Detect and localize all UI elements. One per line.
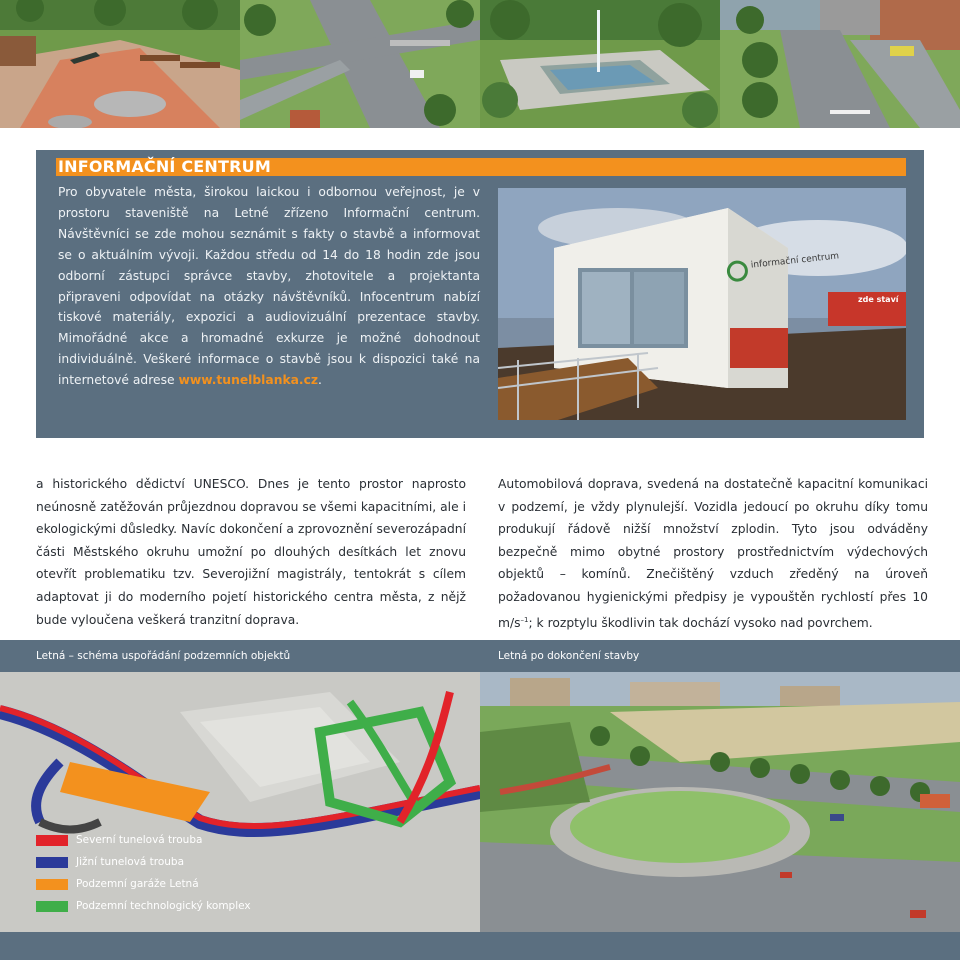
legend-label: Podzemní garáže Letná bbox=[76, 878, 199, 890]
caption-right: Letná po dokončení stavby bbox=[498, 650, 640, 662]
caption-bar-left bbox=[0, 640, 480, 672]
caption-bar-right bbox=[480, 640, 960, 672]
photo-sign-text: informační centrum bbox=[750, 251, 840, 271]
legend-swatch bbox=[36, 835, 68, 846]
info-title: INFORMAČNÍ CENTRUM bbox=[58, 157, 271, 176]
legend-swatch bbox=[36, 901, 68, 912]
info-center-panel bbox=[36, 150, 924, 438]
legend-label: Jižní tunelová trouba bbox=[76, 856, 185, 868]
text-column-right bbox=[498, 473, 928, 634]
bottom-bar bbox=[0, 932, 960, 960]
photo-street-tram bbox=[720, 0, 960, 128]
legend-label: Severní tunelová trouba bbox=[76, 834, 203, 846]
photo-sign2-text: zde staví bbox=[858, 295, 899, 304]
legend-swatch bbox=[36, 857, 68, 868]
photo-park-benches bbox=[0, 0, 240, 128]
text-column-left: a historického dědictví UNESCO. Dnes je tento prostor naprosto neúnosně zatěžován průjezdnou dopravou se všemi kapacitními, ale i ekologickými důsledky. Navíc dokončení a zprovoznění severozápadní části Městského okruhu umožní po dlouhých desítkách let znovu otevřít problematiku tzv. Severojižní magistrály, tentokrát s cílem adaptovat ji do moderního pojetí historického centra města, z nějž bude vyloučena veškerá tranzitní doprava. bbox=[36, 477, 466, 627]
right-text-sup: –1 bbox=[520, 615, 529, 624]
caption-left: Letná – schéma uspořádání podzemních objektů bbox=[36, 650, 291, 662]
right-text-b: ; k rozptylu škodlivin tak dochází vysoko nad povrchem. bbox=[528, 615, 873, 630]
info-title-bar bbox=[56, 158, 906, 176]
info-url-link[interactable]: www.tunelblanka.cz bbox=[178, 373, 319, 388]
top-photo-strip bbox=[0, 0, 960, 128]
underground-schema-map bbox=[0, 672, 480, 932]
legend-label: Podzemní technologický komplex bbox=[76, 900, 251, 912]
completed-construction-render bbox=[480, 672, 960, 932]
photo-roads-aerial bbox=[240, 0, 480, 128]
right-text-a: Automobilová doprava, svedená na dostatečně kapacitní komunikaci v podzemí, je vždy plynulejší. Vozidla jedoucí po okruhu díky tomu produkují řádově nižší množství zplodin. Tyto jsou odváděny bezpečně mimo obytné prostory prostřednictvím výdechových objektů – komínů. Znečištěný vzduch zředěný na úroveň požadovanou hygienickými předpisy je vypouštěn rychlostí přes 10 m/s bbox=[498, 477, 928, 630]
info-url-suffix: . bbox=[318, 373, 322, 388]
info-center-photo bbox=[498, 188, 906, 420]
legend-swatch bbox=[36, 879, 68, 890]
info-text bbox=[58, 182, 480, 391]
photo-fountain-square bbox=[480, 0, 720, 128]
info-paragraph: Pro obyvatele města, širokou laickou i odbornou veřejnost, je v prostoru staveniště na Letné zřízeno Informační centrum. Návštěvníci se zde mohou seznámit s fakty o stavbě a informovat se o aktuálním vývoji. Každou středu od 14 do 18 hodin zde jsou odborní zástupci správce stavby, zhotovitele a projektanta připraveni odpovídat na otázky návštěvníků. Infocentrum nabízí tiskové materiály, expozici a audiovizuální prezentace stavby. Mimořádné akce a hromadné exkurze je možné dohodnout individuálně. Veškeré informace o stavbě jsou k dispozici také na internetové adrese bbox=[58, 185, 480, 388]
